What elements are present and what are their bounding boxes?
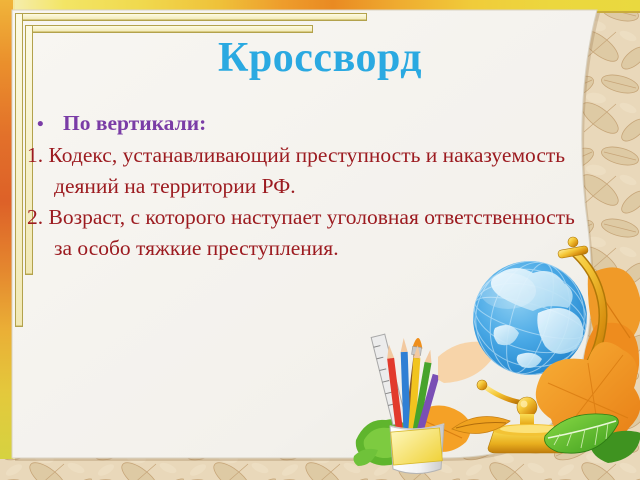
heading-row	[27, 108, 612, 140]
gold-frame-line-outer-vertical	[15, 13, 23, 327]
heading-text: По вертикали:	[63, 111, 207, 135]
gold-frame-line-inner-horizontal	[25, 25, 313, 33]
globe-illustration	[438, 233, 640, 465]
gold-frame-line-outer-horizontal	[15, 13, 367, 21]
clue-2-line-2: за особо тяжкие преступления.	[54, 236, 339, 260]
clue-1-line-1: 1. Кодекс, устанавливающий преступность и наказуемость	[27, 143, 566, 167]
clue-1-line-2: деяний на территории РФ.	[54, 174, 296, 198]
clue-2-line-1: 2. Возраст, с которого наступает уголовная ответственность	[27, 205, 575, 229]
bullet-marker: •	[37, 114, 44, 135]
slide-title: Кроссворд	[217, 35, 423, 81]
clue-item-1	[27, 140, 612, 202]
sticky-note	[391, 428, 443, 465]
